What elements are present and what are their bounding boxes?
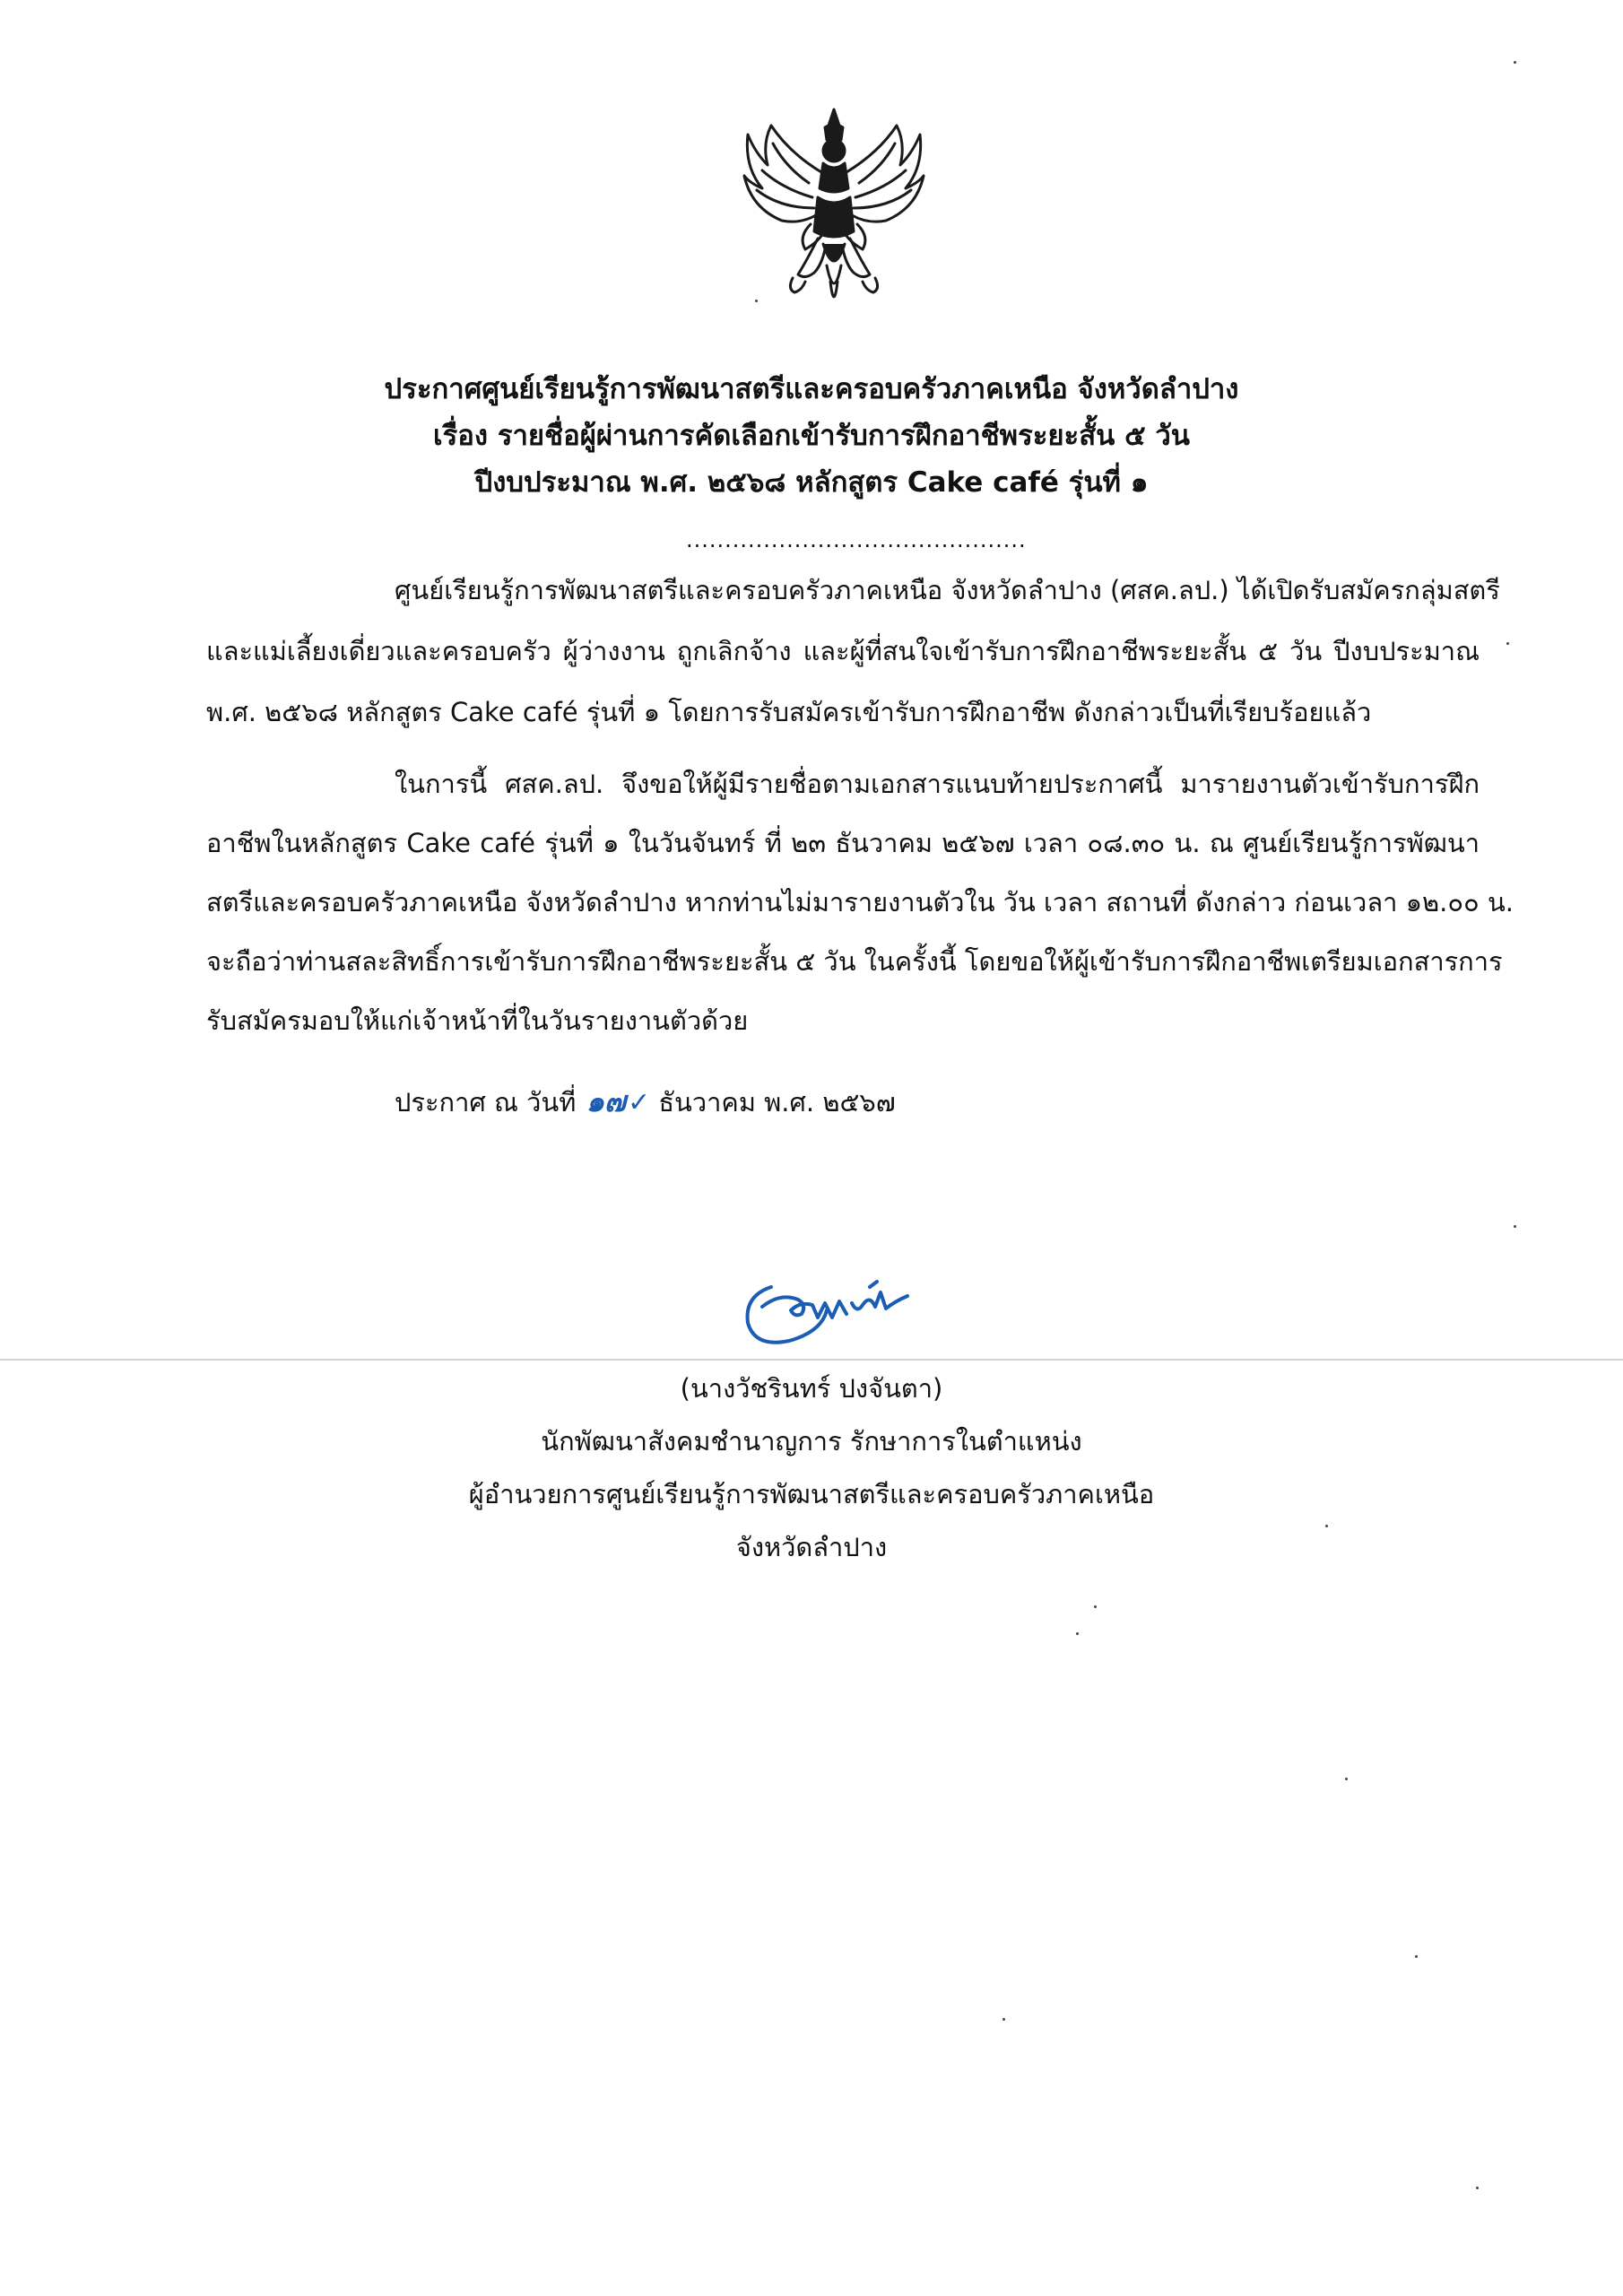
paragraph-1-line-2: และแม่เลี้ยงเดี่ยวและครอบครัว ผู้ว่างงาน ถูกเลิกจ้าง และผู้ที่สนใจเข้ารับการฝึกอาชีพระยะสั้น ๕ วัน ปีงบประมาณ [206,636,1480,666]
heading-line-3: ปีงบประมาณ พ.ศ. ๒๕๖๘ หลักสูตร Cake café รุ่นที่ ๑ [474,466,1149,499]
paragraph-2-line-3: สตรีและครอบครัวภาคเหนือ จังหวัดลำปาง หากท่านไม่มารายงานตัวใน วัน เวลา สถานที่ ดังกล่าว ก่อนเวลา ๑๒.๐๐ น. [206,887,1515,918]
scan-speck [1002,2018,1005,2021]
paragraph-1-line-1: ศูนย์เรียนรู้การพัฒนาสตรีและครอบครัวภาคเหนือ จังหวัดลำปาง (ศสค.ลป.) ได้เปิดรับสมัครกลุ่มสตรี [395,575,1500,605]
scan-speck [1506,642,1509,645]
scan-speck [1325,1525,1328,1527]
scan-speck [755,300,758,302]
handwritten-signature [735,1260,942,1359]
scan-speck [1476,2187,1479,2189]
date-checkmark: ✓ [627,1087,651,1118]
signatory-position-1: นักพัฒนาสังคมชำนาญการ รักษาการในตำแหน่ง [541,1426,1082,1457]
paragraph-2-line-2: อาชีพในหลักสูตร Cake café รุ่นที่ ๑ ในวันจันทร์ ที่ ๒๓ ธันวาคม ๒๕๖๗ เวลา ๐๘.๓๐ น. ณ ศูนย์เรียนรู้การพัฒนา [206,828,1480,858]
heading-line-2: เรื่อง รายชื่อผู้ผ่านการคัดเลือกเข้ารับการฝึกอาชีพระยะสั้น ๕ วัน [433,420,1190,452]
date-suffix: ธันวาคม พ.ศ. ๒๕๖๗ [658,1087,896,1118]
scan-speck [1094,1605,1097,1608]
scan-speck [1345,1778,1348,1780]
paragraph-1-line-3: พ.ศ. ๒๕๖๘ หลักสูตร Cake café รุ่นที่ ๑ โดยการรับสมัครเข้ารับการฝึกอาชีพ ดังกล่าวเป็นที่เรียบร้อยแล้ว [206,697,1372,727]
signatory-position-2: ผู้อำนวยการศูนย์เรียนรู้การพัฒนาสตรีและครอบครัวภาคเหนือ [468,1479,1155,1509]
scan-speck [1514,1225,1516,1228]
date-day-handwritten: ๑๗ [586,1084,626,1118]
scan-fold-line [0,1359,1623,1361]
garuda-emblem-icon [735,90,933,323]
paragraph-2-line-5: รับสมัครมอบให้แก่เจ้าหน้าที่ในวันรายงานตัวด้วย [206,1005,749,1036]
announcement-date [395,1079,896,1125]
signatory-position-3: จังหวัดลำปาง [735,1532,888,1562]
paragraph-2-line-4: จะถือว่าท่านสละสิทธิ์การเข้ารับการฝึกอาชีพระยะสั้น ๕ วัน ในครั้งนี้ โดยขอให้ผู้เข้ารับการฝึกอาชีพเตรียมเอกสารการ [206,946,1503,977]
signatory-name: (นางวัชรินทร์ ปงจันตา) [680,1373,943,1404]
scan-speck [1514,61,1516,64]
heading-line-1: ประกาศศูนย์เรียนรู้การพัฒนาสตรีและครอบครัวภาคเหนือ จังหวัดลำปาง [384,373,1239,405]
heading-separator: ............................................ [686,527,1027,552]
paragraph-2-line-1: ในการนี้ ศสค.ลป. จึงขอให้ผู้มีรายชื่อตามเอกสารแนบท้ายประกาศนี้ มารายงานตัวเข้ารับการฝึก [395,769,1480,799]
date-prefix: ประกาศ ณ วันที่ [395,1087,577,1118]
scan-speck [1415,1955,1418,1958]
scan-speck [1076,1632,1079,1635]
